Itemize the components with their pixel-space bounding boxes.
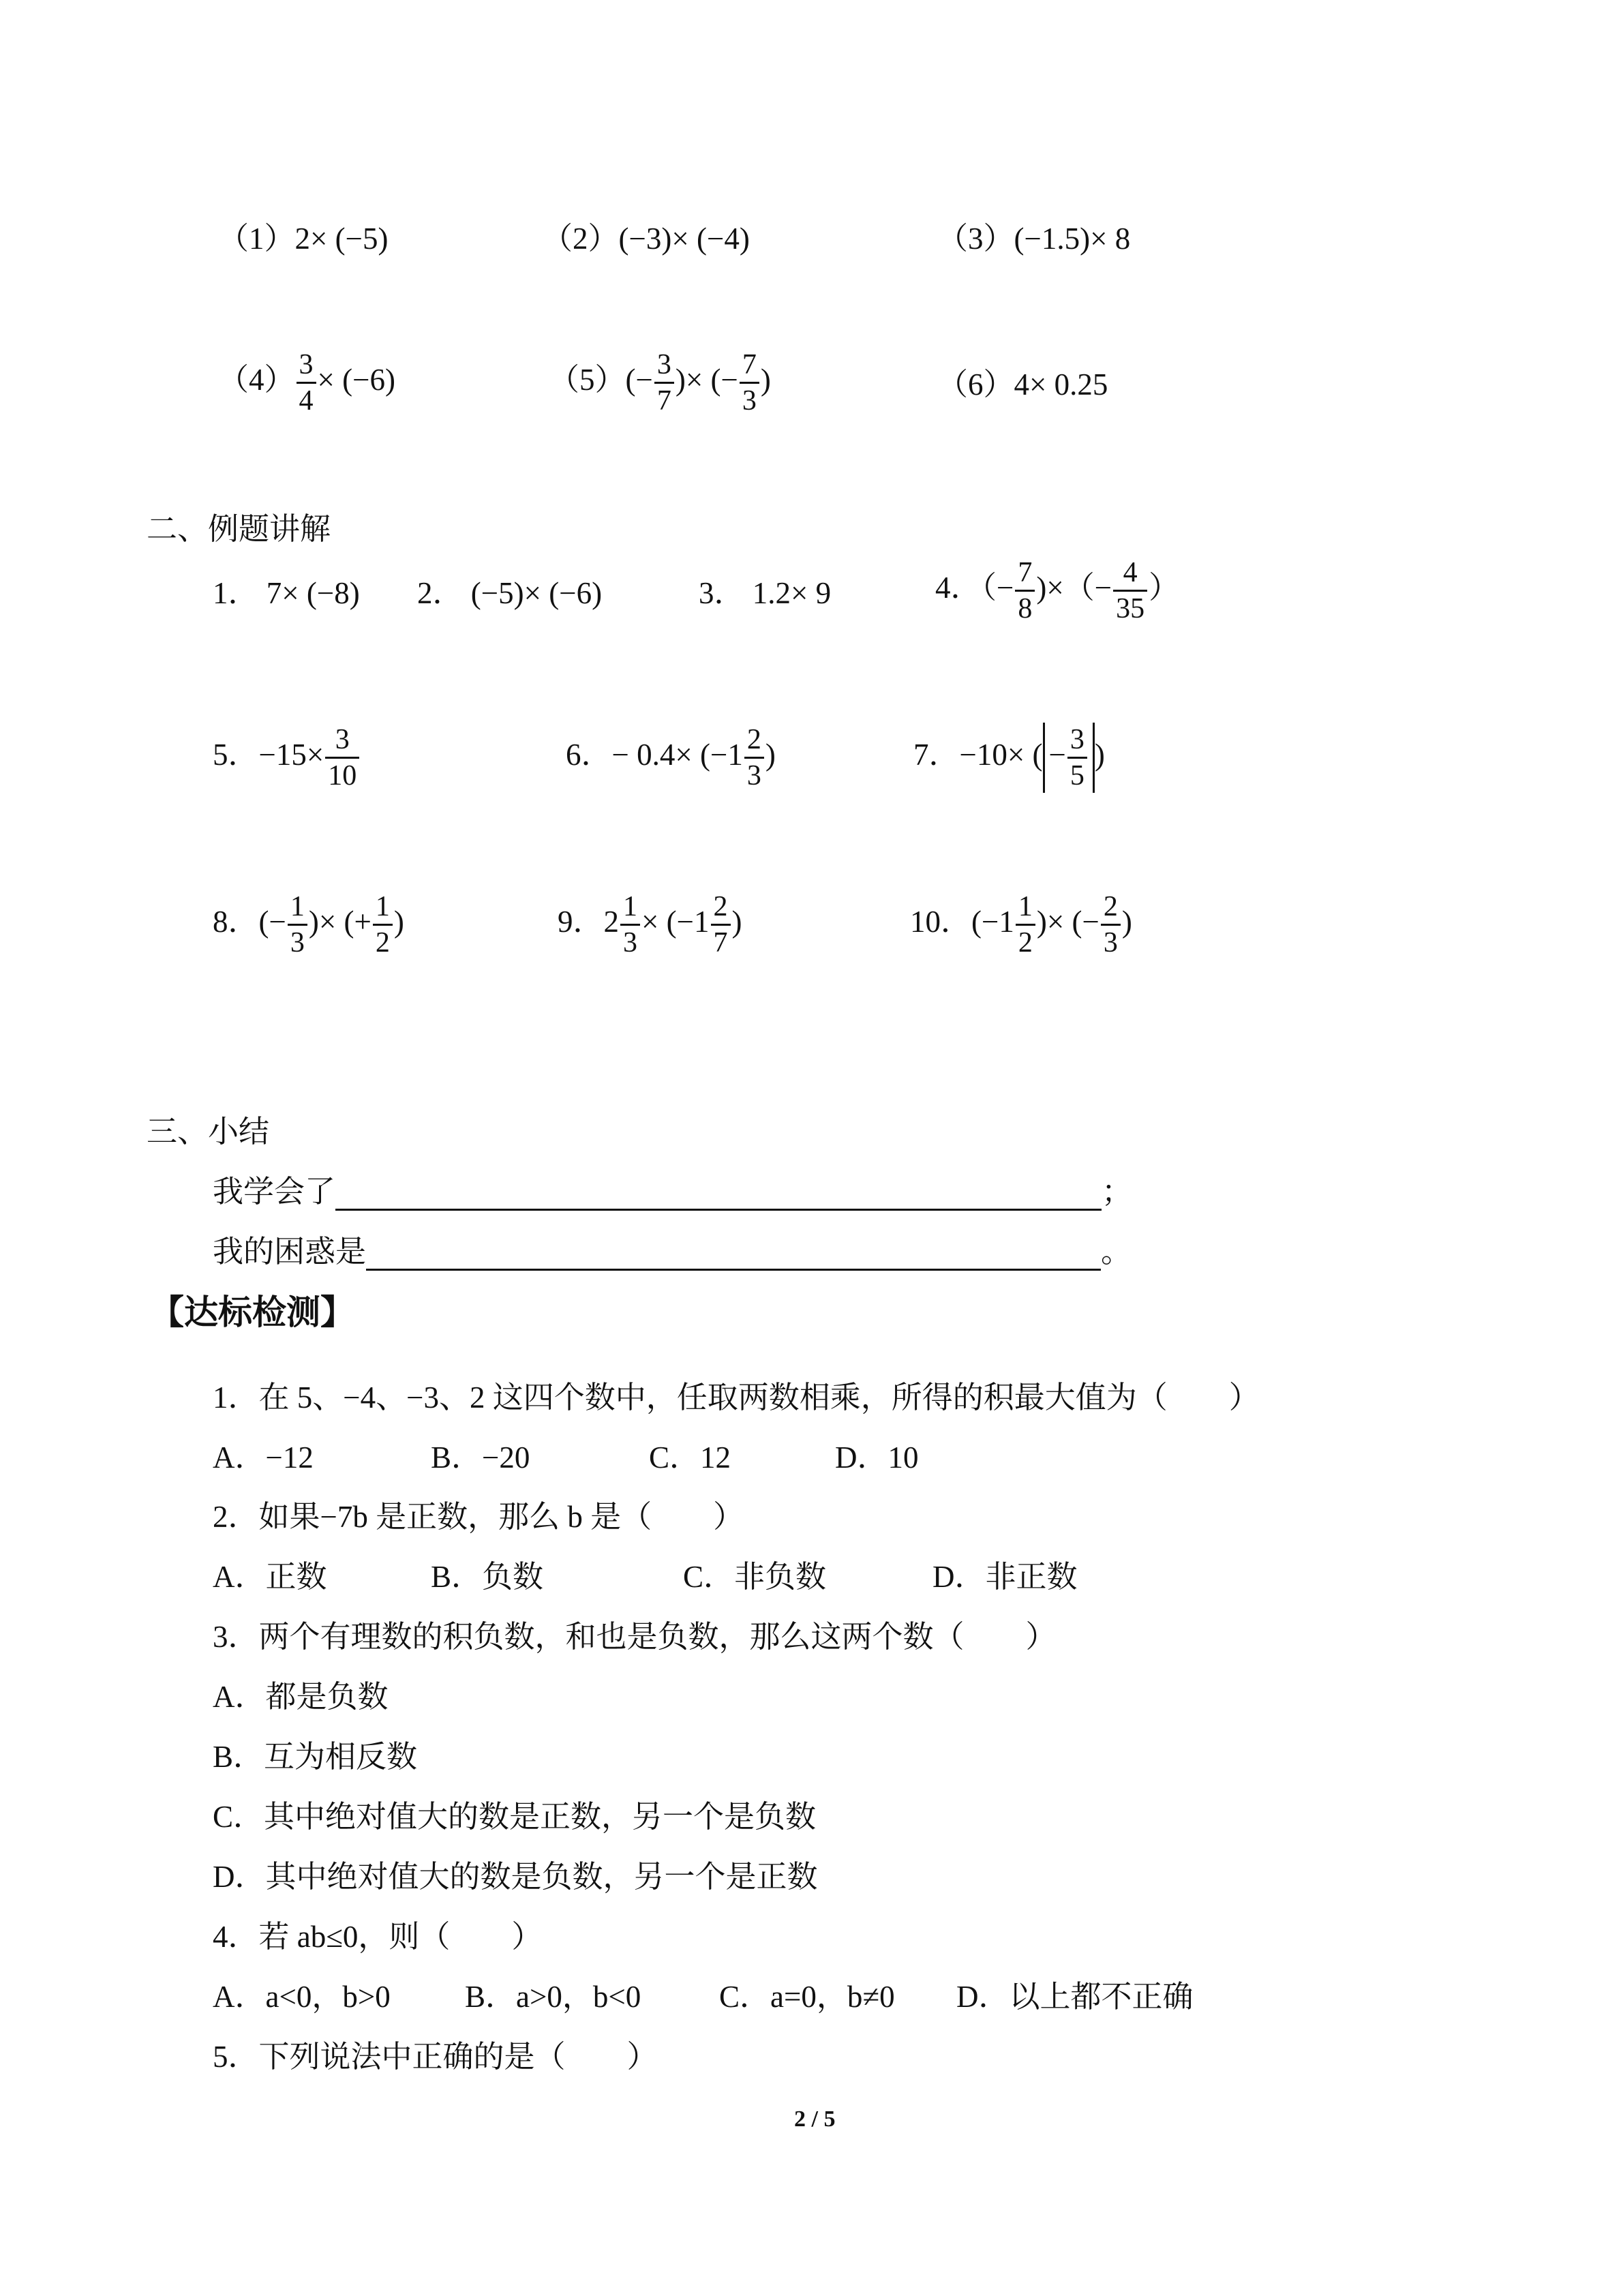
q4-option-b: B．a>0，b<0: [465, 1980, 641, 2014]
numerator: 3: [325, 723, 359, 759]
denominator: 3: [742, 385, 757, 417]
item-label: （6）: [937, 367, 1014, 402]
denominator: 7: [713, 927, 728, 958]
fraction: [297, 348, 316, 418]
q2-option-b: B．负数: [431, 1560, 544, 1594]
expression: )× (−: [675, 362, 738, 397]
example-item-7: [913, 723, 1105, 793]
learned-blank[interactable]: [335, 1179, 1102, 1211]
example-item-3: 3． 1.2× 9: [699, 576, 832, 610]
warmup-item-3: [937, 220, 1130, 258]
numerator: 4: [1113, 556, 1147, 592]
q2-option-c: C．非负数: [683, 1560, 827, 1594]
confused-label: 我的困惑是: [213, 1235, 367, 1269]
denominator: 3: [623, 927, 638, 958]
page-number: 2 / 5: [794, 2106, 836, 2132]
denominator: 10: [328, 760, 357, 791]
item-label: （3）: [937, 222, 1014, 256]
fraction: [1015, 556, 1035, 626]
example-item-2: 2． (−5)× (−6): [417, 576, 603, 610]
punctuation: ；: [1102, 1175, 1133, 1209]
fraction: [325, 723, 359, 793]
section-heading-summary: 三、小结: [147, 1115, 270, 1149]
expression: 4× 0.25: [1014, 367, 1108, 402]
q3-option-b: B．互为相反数: [213, 1740, 418, 1774]
expression: 2: [603, 904, 620, 939]
question-3: 3．两个有理数的积负数，和也是负数，那么这两个数（ ）: [213, 1620, 1057, 1654]
example-item-4: [935, 556, 1179, 626]
denominator: 3: [746, 760, 761, 791]
q2-option-a: A．正数: [213, 1560, 327, 1594]
q3-option-d: D．其中绝对值大的数是负数，另一个是正数: [213, 1860, 818, 1894]
warmup-item-2: [542, 220, 750, 258]
q4-option-c: C．a=0，b≠0: [719, 1980, 895, 2014]
q1-option-c: C．12: [649, 1440, 731, 1475]
numerator: 1: [288, 890, 307, 926]
expression: ）: [1149, 570, 1180, 605]
denominator: 3: [1103, 927, 1118, 958]
numerator: 1: [620, 890, 640, 926]
expression: )×（−: [1036, 570, 1112, 605]
numerator: 3: [654, 348, 674, 384]
confused-line: [213, 1233, 1132, 1271]
item-label: 6．: [566, 737, 612, 772]
numerator: 7: [1015, 556, 1035, 592]
item-label: 7．: [913, 737, 960, 772]
item-label: （4）: [218, 362, 295, 397]
fraction: [654, 348, 674, 418]
numerator: 7: [740, 348, 759, 384]
item-label: 4．: [935, 570, 982, 605]
question-4: 4．若 ab≤0，则（ ）: [213, 1920, 543, 1954]
expression: (−1: [971, 904, 1014, 939]
denominator: 35: [1116, 593, 1145, 624]
expression: × (−1: [641, 904, 710, 939]
denominator: 5: [1070, 760, 1084, 791]
learned-line: [213, 1173, 1132, 1211]
q4-option-a: A．a<0，b>0: [213, 1980, 391, 2014]
denominator: 7: [656, 385, 671, 417]
expression: −15×: [258, 737, 324, 772]
expression: ): [731, 904, 742, 939]
punctuation: 。: [1101, 1235, 1132, 1269]
denominator: 8: [1018, 593, 1033, 624]
example-item-1: 1． 7× (−8): [213, 576, 360, 610]
example-item-5: [213, 723, 361, 793]
q3-option-c: C．其中绝对值大的数是正数，另一个是负数: [213, 1800, 817, 1834]
absolute-value: [1043, 723, 1095, 793]
denominator: 3: [290, 927, 305, 958]
expression: (−1.5)× 8: [1014, 222, 1131, 256]
expression: (−: [625, 362, 653, 397]
expression: − 0.4× (−1: [611, 737, 743, 772]
expression: ): [1094, 737, 1105, 772]
confused-blank[interactable]: [366, 1239, 1101, 1271]
test-heading: 【达标检测】: [150, 1293, 354, 1331]
expression: −10× (: [959, 737, 1043, 772]
warmup-item-6: [937, 365, 1108, 404]
learned-label: 我学会了: [213, 1175, 336, 1209]
question-1: 1．在 5、−4、−3、2 这四个数中，任取两数相乘，所得的积最大值为（ ）: [213, 1380, 1260, 1415]
question-5: 5．下列说法中正确的是（ ）: [213, 2040, 658, 2074]
expression: )× (+: [308, 904, 371, 939]
fraction: [288, 890, 307, 960]
numerator: 3: [297, 348, 316, 384]
example-item-9: [558, 890, 742, 960]
example-item-10: [910, 890, 1132, 960]
item-label: （5）: [549, 362, 626, 397]
fraction: [373, 890, 393, 960]
expression: −: [1048, 737, 1066, 772]
example-item-6: [566, 723, 776, 793]
q1-option-a: A．−12: [213, 1440, 314, 1475]
item-label: 5．: [213, 737, 259, 772]
fraction: [1113, 556, 1147, 626]
item-label: （2）: [542, 222, 619, 256]
q1-option-b: B．−20: [431, 1440, 530, 1475]
fraction: [620, 890, 640, 960]
numerator: 3: [1067, 723, 1087, 759]
expression: ): [760, 362, 771, 397]
item-label: 8．: [213, 904, 259, 939]
expression: (−: [258, 904, 286, 939]
expression: 2× (−5): [294, 222, 389, 256]
expression: ): [765, 737, 776, 772]
warmup-item-4: [218, 348, 395, 418]
fraction: [740, 348, 759, 418]
question-2: 2．如果−7b 是正数，那么 b 是（ ）: [213, 1500, 744, 1534]
item-label: （1）: [218, 222, 295, 256]
denominator: 2: [375, 927, 390, 958]
warmup-item-1: [218, 220, 389, 258]
expression: ): [393, 904, 404, 939]
fraction: [1101, 890, 1121, 960]
expression: × (−6): [317, 362, 395, 397]
q3-option-a: A．都是负数: [213, 1680, 389, 1714]
warmup-item-5: [549, 348, 771, 418]
q4-option-d: D．以上都不正确: [956, 1980, 1194, 2014]
expression: ): [1121, 904, 1132, 939]
numerator: 2: [1101, 890, 1121, 926]
expression: （−: [981, 570, 1014, 605]
item-label: 10．: [910, 904, 972, 939]
expression: )× (−: [1036, 904, 1099, 939]
example-item-8: [213, 890, 404, 960]
fraction: [711, 890, 731, 960]
denominator: 2: [1018, 927, 1033, 958]
q2-option-d: D．非正数: [932, 1560, 1078, 1594]
numerator: 2: [744, 723, 764, 759]
numerator: 1: [373, 890, 393, 926]
numerator: 1: [1016, 890, 1035, 926]
item-label: 9．: [558, 904, 604, 939]
section-heading-examples: 二、例题讲解: [147, 512, 331, 546]
fraction: [1067, 723, 1087, 793]
expression: (−3)× (−4): [618, 222, 750, 256]
fraction: [744, 723, 764, 793]
fraction: [1016, 890, 1035, 960]
numerator: 2: [711, 890, 731, 926]
denominator: 4: [299, 385, 314, 417]
q1-option-d: D．10: [835, 1440, 919, 1475]
